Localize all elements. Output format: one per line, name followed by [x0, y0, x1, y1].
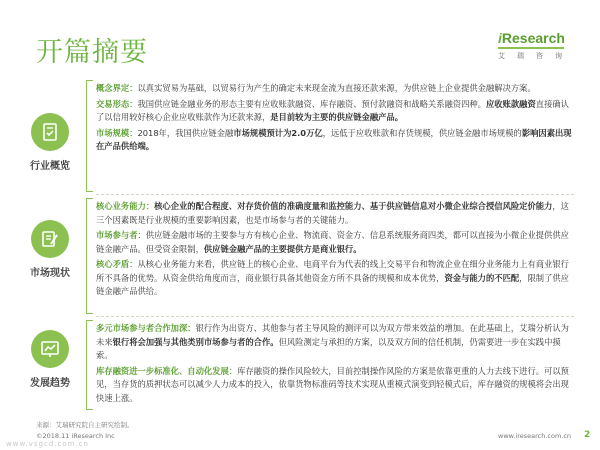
highlight-text: 市场规模预计为2.0万亿: [233, 127, 323, 138]
source-note: 来源：艾瑞研究院自主研究绘制。: [36, 421, 134, 429]
summary-paragraph: [96, 127, 574, 154]
section-trend-content: [96, 322, 574, 407]
summary-paragraph: [96, 229, 574, 256]
body-text: 银行作为出资方、其他参与者主导风险的测评可以为双方带来效益的增加。在此基础上，艾瑞分析认为未来: [96, 323, 569, 347]
section-bracket: [86, 80, 93, 192]
highlight-text: 银行将会加强与其他类别市场参与者的合作。: [112, 336, 279, 347]
highlight-text: 影响因素出现在产品供给端。: [96, 127, 572, 151]
section-trend-header: [14, 330, 86, 389]
section-overview-content: [96, 82, 574, 156]
highlight-text: 资金与能力的不匹配: [444, 272, 520, 283]
logo-sub-char: 咨: [536, 52, 543, 60]
summary-paragraph: [96, 258, 574, 299]
section-label: 市场现状: [30, 268, 70, 279]
section-divider: [96, 316, 574, 317]
highlight-text: 是目前较为主要的供应链金融产品。: [270, 112, 404, 122]
body-text: 供应链金融市场的主要参与方有核心企业、物流商、资金方、信息系统服务商四类，都可以直接为小微企业提供供应链金融产品。但受资金限制，: [96, 230, 569, 254]
edit-pen-icon: [31, 220, 69, 258]
paragraph-label: 库存融资进一步标准化、自动化发展：: [96, 365, 238, 376]
copyright-text: ©2018.11 iResearch Inc: [36, 432, 115, 440]
paragraph-label: 概念界定：: [96, 83, 138, 93]
section-market-header: [14, 220, 86, 279]
summary-paragraph: [96, 98, 574, 125]
website-link[interactable]: www.iresearch.com.cn: [498, 432, 572, 440]
section-divider: [96, 194, 574, 195]
logo-bar: [498, 47, 564, 49]
summary-paragraph: [96, 322, 574, 363]
body-text: 我国供应链金融业务的形态主要有应收账款融资、库存融资、预付款融资和战略关系融资四种。: [137, 98, 486, 109]
body-text: 2018年，我国供应链金融: [137, 127, 234, 138]
page-title: 开篇摘要: [36, 37, 148, 68]
body-text: 以真实贸易为基础，以贸易行为产生的确定未来现金流为直接还款来源，为供应链上企业提供金融解决方案。: [137, 83, 536, 93]
summary-paragraph: [96, 365, 574, 406]
highlight-text: 应收账款融资: [485, 98, 536, 109]
trend-chart-icon: [31, 330, 69, 368]
summary-paragraph: [96, 82, 574, 96]
section-overview-header: [14, 113, 86, 172]
document-check-icon: [31, 113, 69, 151]
body-text: 直接确认了以信用较好核心企业应收账款作为还款来源，: [96, 98, 569, 122]
summary-paragraph: [96, 200, 574, 227]
watermark-text: www.vsgcd.com.cn: [6, 440, 89, 448]
paragraph-label: 核心矛盾：: [96, 259, 138, 269]
paragraph-label: 多元市场参与者合作加深：: [96, 323, 196, 333]
logo-research: Research: [501, 30, 565, 46]
paragraph-label: 市场规模：: [96, 127, 138, 138]
page-number: 2: [584, 430, 591, 440]
logo-i: i: [498, 30, 502, 46]
body-text: 从核心业务能力来看，供应链上的核心企业、电商平台为代表的线上交易平台和物流企业在细分业务能力上有商业银行所不具备的优势。从资金供给角度而言，商业银行具备其他资金方所不具备的规模和成本优势，: [96, 259, 569, 283]
highlight-text: 供应链金融产品的主要提供方是商业银行。: [203, 243, 362, 254]
section-market-content: [96, 200, 574, 301]
body-text: ，这三个因素既是行业规模的重要影响因素，也是市场参与者的关键能力。: [96, 201, 569, 225]
logo-wordmark: [498, 30, 570, 46]
body-text: ，限制了供应链金融产品供给。: [96, 272, 569, 296]
section-bracket: [86, 320, 93, 410]
logo-sub-char: 艾: [498, 52, 505, 60]
iresearch-logo: [498, 30, 570, 61]
paragraph-label: 交易形态：: [96, 98, 138, 109]
section-label: 发展趋势: [30, 378, 70, 389]
paragraph-label: 市场参与者：: [96, 230, 146, 240]
logo-sub-char: 瑞: [517, 52, 524, 60]
body-text: ，远低于应收账款和存货规模，供应链金融市场规模的: [322, 127, 522, 138]
logo-subtitle: [498, 51, 562, 61]
logo-sub-char: 询: [555, 52, 562, 60]
highlight-text: 核心企业的配合程度、对存货价值的准确度量和监控能力、基于供应链信息对小微企业综合授信风险定价能力: [154, 201, 553, 211]
section-label: 行业概览: [30, 161, 70, 172]
body-text: 库存融资的操作风险较大，目前控制操作风险的方案是依靠更重的人力去线下进行。可以预见，当存货的质押状态可以减少人力成本的投入，依靠货物标准码等技术实现从重模式演变到轻模式后，库存融资的规模将会出现快速上涨。: [96, 365, 569, 403]
section-bracket: [86, 198, 93, 314]
paragraph-label: 核心业务能力：: [96, 201, 155, 211]
body-text: 但风险测定与承担的方案，以及双方间的信任机制，仍需要进一步在实践中摸索。: [96, 336, 561, 360]
